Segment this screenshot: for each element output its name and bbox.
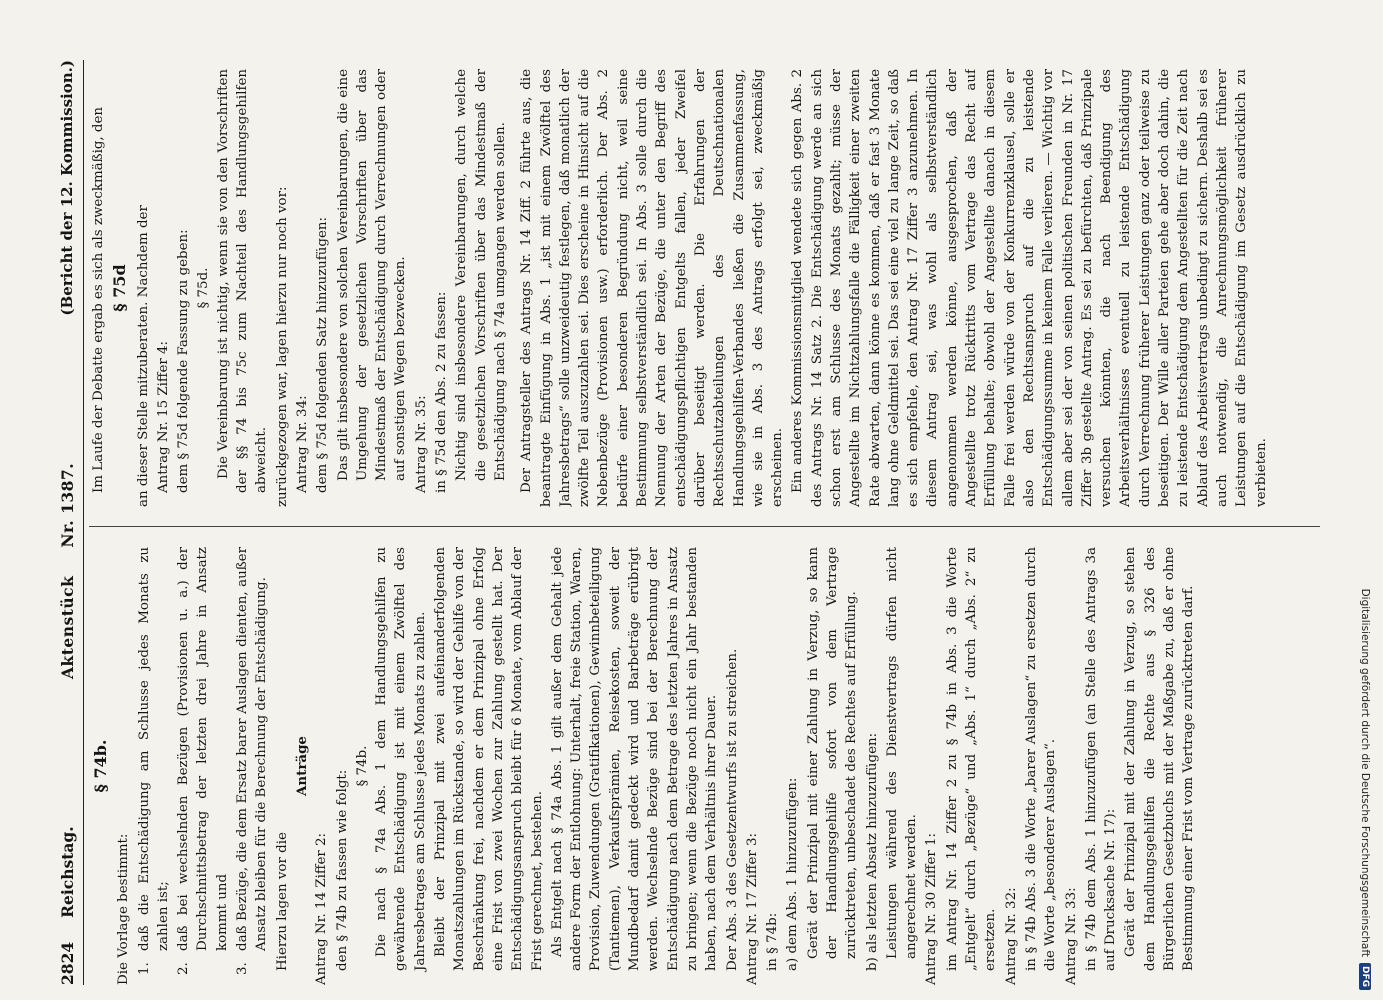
- antrag-14-title: Antrag Nr. 14 Ziffer 2:: [314, 832, 330, 985]
- list-number: 2.: [176, 962, 192, 975]
- section-75d-title: § 75d: [110, 264, 130, 312]
- vorlage-text: Die Vorlage bestimmt:: [116, 833, 132, 985]
- antraege-heading: Anträge: [293, 736, 310, 796]
- header-nr: Nr. 1387.: [58, 462, 78, 548]
- digitization-note: [1348, 10, 1382, 990]
- list-text: daß bei wechselnden Bezügen (Provisionen u. a.) der Durchschnittsbetrag der letzten drei Jahre in Ansatz kommt und: [176, 547, 230, 951]
- list-text: daß die Entschädigung am Schlusse jedes Monats zu zahlen ist;: [136, 547, 171, 951]
- antrag-15-title: Antrag Nr. 15 Ziffer 4:: [155, 340, 171, 493]
- antrag-14-para-4: Der Abs. 3 des Gesetzentwurfs ist zu streichen.: [724, 648, 740, 971]
- antrag-32-title: Antrag Nr. 32:: [1003, 887, 1019, 985]
- antrag-34-intro: dem § 75d folgenden Satz hinzuzufügen:: [315, 216, 331, 493]
- antrag-14-para-1: Die nach § 74a Abs. 1 dem Handlungsgehilfen zu gewährende Entschädigung ist mit einem Zwölftel des Jahresbetrages am Schlusse jedes Monats zu zahlen.: [374, 547, 428, 971]
- antrag-32-text: in § 74b Abs. 3 die Worte „barer Auslagen“ zu ersetzen durch die Worte „besonderer Auslagen“.: [1023, 547, 1059, 971]
- header-reichstag: Reichstag.: [58, 826, 78, 918]
- dfg-logo: DFG: [1359, 963, 1371, 990]
- list-number: 1.: [136, 962, 152, 975]
- header-rule: [83, 60, 84, 985]
- antrag-14-intro: den § 74b zu fassen wie folgt:: [334, 769, 350, 971]
- antrag-15-intro: dem § 75d folgende Fassung zu geben:: [176, 229, 192, 493]
- page-number: 2824: [58, 941, 78, 985]
- document-page: [55, 60, 1320, 985]
- antrag-17-title: Antrag Nr. 17 Ziffer 3:: [744, 832, 760, 985]
- antrag-17-intro: in § 74b:: [765, 912, 781, 971]
- antrag-33-quote: Gerät der Prinzipal mit der Zahlung in Verzug, so stehen dem Handlungsgehilfen die Rechte aus § 326 des Bürgerlichen Gesetzbuchs mit der Maßgabe zu, daß er ohne Bestimmung einer Frist vom Vertrage zurücktreten darf.: [1123, 547, 1197, 971]
- antragsteller-paragraph: Der Antragsteller des Antrags Nr. 14 Ziff. 2 führte aus, die beantragte Einfügung in Abs. 1 „ist mit einem Zwölftel des Jahresbetrags“ solle unzweideutig festlegen, daß monatlich der zwölfte Teil auszuzahlen sei. Dies erscheine in Hinsicht auf die Nebenbezüge (Provisionen usw.) erforderlich. Der Abs. 2 bedürfe einer besonderen Begründung nicht, weil seine Bestimmung selbstverständlich sei. In Abs. 3 solle durch die Nennung der Arten der Bezüge, die unter den Begriff des entschädigungspflichtigen Entgelts fallen, jeder Zweifel darüber beseitigt werden. Die Erfahrungen der Rechtsschutzabteilungen des Deutschnationalen Handlungsgehilfen-Verbandes ließen die Zusammenfassung, wie sie in Abs. 3 des Antrags erfolgt sei, zweckmäßig erscheinen.: [519, 69, 786, 507]
- right-column: [89, 69, 1314, 507]
- list-item: [174, 547, 233, 985]
- antrag-35-title: Antrag Nr. 35:: [413, 395, 429, 493]
- zurueckgezogen-text: zurückgezogen war, lagen hierzu nur noch vor:: [274, 186, 290, 507]
- left-column: [89, 547, 1314, 985]
- antrag-33-title: Antrag Nr. 33:: [1063, 887, 1079, 985]
- column-divider: [89, 526, 1320, 527]
- antrag-35-text: Nichtig sind insbesondere Vereinbarungen, durch welche die gesetzlichen Vorschriften über das Mindestmaß der Entschädigung nach § 74a umgangen werden sollen.: [454, 69, 508, 481]
- antrag-14-section: § 74b.: [354, 745, 370, 787]
- header-aktenstueck: Aktenstück: [58, 575, 78, 680]
- antrag-30-text: im Antrag Nr. 14 Ziffer 2 zu § 74b in Abs. 3 die Worte „Entgelt“ durch „Bezüge“ und „Abs. 1“ durch „Abs. 2“ zu ersetzen.: [944, 547, 999, 971]
- header-bericht: (Bericht der 12. Kommission.): [58, 60, 77, 316]
- kommission-paragraph: Ein anderes Kommissionsmitglied wendete sich gegen Abs. 2 des Antrags Nr. 14 Satz 2. Die Entschädigung werde an sich schon erst am Schlusse des Monats gezahlt; müsse der Angestellte im Nichtzahlungsfalle die Fälligkeit einer zweiten Rate abwarten, dann könne es kommen, daß er fast 3 Monate lang ohne Geldmittel sei. Das sei eine viel zu lange Zeit, so daß es sich empfehle, den Antrag Nr. 17 Ziffer 3 anzunehmen. In diesem Antrag sei, was wohl als selbstverständlich angenommen werden könne, ausgesprochen, daß der Angestellte trotz Rücktritts vom Vertrage das Recht auf Erfüllung behalte; obwohl der Angestellte danach in diesem Falle frei werden würde von der Konkurrenzklausel, solle er also den Rechtsanspruch auf die zu leistende Entschädigungssumme in keinem Falle verlieren. — Wichtig vor allem aber sei der von seinen politischen Freunden in Nr. 17 Ziffer 3b gestellte Antrag. Es sei zu befürchten, daß Prinzipale versuchen könnten, die nach Beendigung des Arbeitsverhältnisses eventuell zu leistende Entschädigung durch Verrechnung früherer Leistungen ganz oder teilweise zu beseitigen. Der Wille aller Parteien gehe aber doch dahin, die zu leistende Entschädigung dem Angestellten für die Zeit nach Ablauf des Arbeitsvertrags unbedingt zu sichern. Deshalb sei es auch notwendig, die Anrechnungsmöglichkeit früherer Leistungen auf die Entschädigung im Gesetz ausdrücklich zu verbieten.: [790, 69, 1269, 507]
- antrag-17-b: b) als letzten Absatz hinzuzufügen:: [864, 732, 880, 971]
- antrag-14-para-2: Bleibt der Prinzipal mit zwei aufeinanderfolgenden Monatszahlungen im Rückstande, so wird der Gehilfe von der Beschränkung frei, nachdem er dem Prinzipal ohne Erfolg eine Frist von zwei Wochen zur Zahlung gestellt hat. Der Entschädigungsanspruch bleibt für 6 Monate, vom Ablauf der Frist gerechnet, bestehen.: [433, 547, 545, 971]
- antrag-17-a-text: Gerät der Prinzipal mit einer Zahlung in Verzug, so kann der Handlungsgehilfe sofort von dem Vertrage zurücktreten, unbeschadet des Rechtes auf Erfüllung.: [805, 547, 860, 959]
- digitization-text: Digitalisierung gefördert durch die Deutsche Forschungsgemeinschaft: [1359, 588, 1371, 957]
- antrag-33-text: in § 74b dem Abs. 1 hinzuzufügen (an Stelle des Antrags 3a auf Drucksache Nr. 17):: [1083, 547, 1119, 971]
- mitberaten-text: an dieser Stelle mitzuberaten. Nachdem der: [135, 205, 151, 507]
- list-item: [135, 547, 175, 985]
- list-number: 3.: [235, 962, 251, 975]
- antrag-15-section: § 75d.: [196, 267, 212, 309]
- antrag-17-b-text: Leistungen während des Dienstvertrags dürfen nicht angerechnet werden.: [884, 547, 920, 959]
- antrag-35-intro: in § 75d den Abs. 2 zu fassen:: [434, 291, 450, 493]
- page-header: [55, 60, 81, 985]
- section-74b-title: § 74b.: [91, 739, 110, 793]
- antrag-14-para-3: Als Entgelt nach § 74a Abs. 1 gilt außer dem Gehalt jede andere Form der Entlohnung: Unterhalt, freie Station, Waren, Provision, Zuwendungen (Gratifikationen), Gewinnbeteiligung (Tantiemen), Verkaufsprämien, Reisekosten, soweit der Mundbedarf damit gedeckt wird und Barbeträge erübrigt werden. Wechselnde Bezüge sind bei der Berechnung der Entschädigung nach dem Betrage des letzten Jahres in Ansatz zu bringen; wenn die Bezüge noch nicht ein Jahr bestanden haben, nach dem Verhältnis ihrer Dauer.: [549, 547, 720, 971]
- antrag-34-text: Das gilt insbesondere von solchen Vereinbarungen, die eine Umgehung der gesetzlichen Vorschriften über das Mindestmaß der Entschädigung durch Verrechnungen oder auf sonstigen Wegen bezwecken.: [335, 69, 409, 481]
- list-text: daß Bezüge, die dem Ersatz barer Auslagen dienten, außer Ansatz bleiben für die Berechnung der Entschädigung.: [235, 547, 270, 951]
- page-frame: [55, 60, 1320, 985]
- list-item: [233, 547, 273, 985]
- antrag-30-title: Antrag Nr. 30 Ziffer 1:: [924, 832, 940, 985]
- debate-intro: Im Laufe der Debatte ergab es sich als zweckmäßig, den: [91, 106, 106, 493]
- antrag-34-title: Antrag Nr. 34:: [294, 395, 310, 493]
- hierzu-text: Hierzu lagen vor die: [274, 832, 290, 971]
- antrag-17-a: a) dem Abs. 1 hinzuzufügen:: [785, 777, 801, 971]
- antrag-15-text: Die Vereinbarung ist nichtig, wenn sie von den Vorschriften der §§ 74 bis 75c zum Nachteil des Handlungsgehilfen abweicht.: [215, 69, 270, 493]
